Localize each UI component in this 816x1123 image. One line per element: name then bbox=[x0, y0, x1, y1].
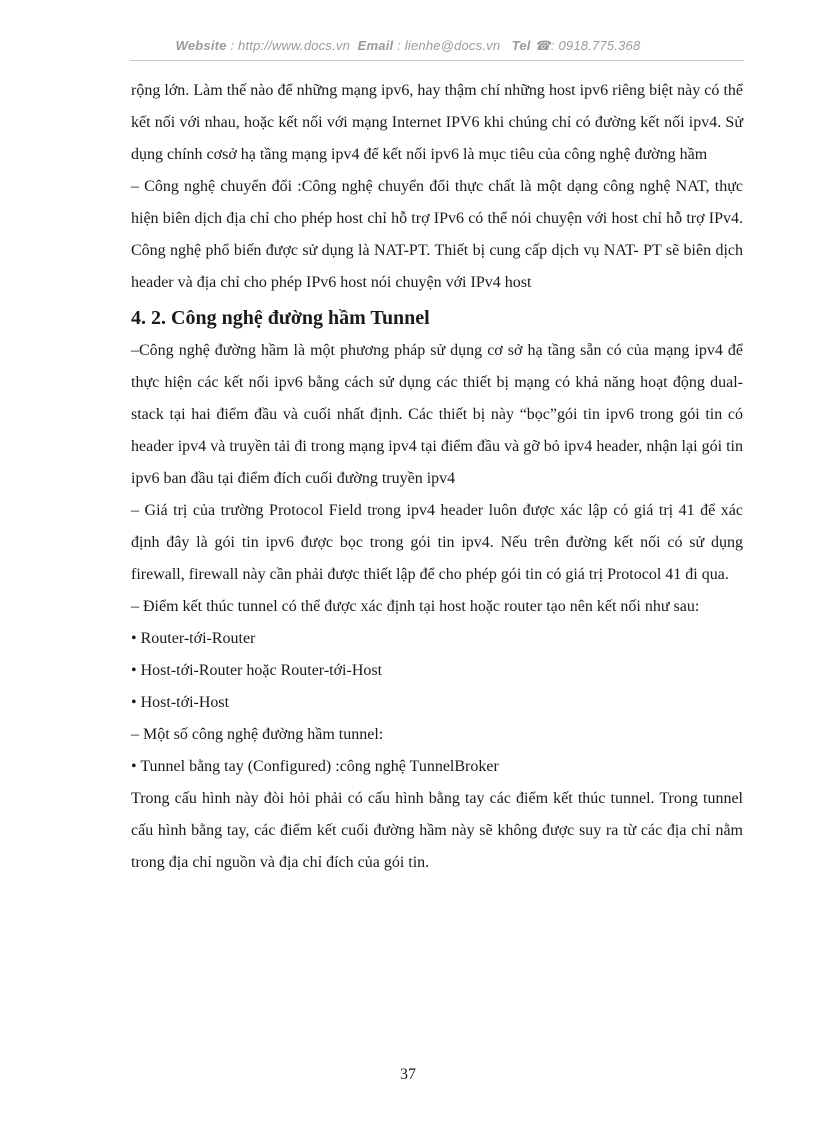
website-url: http://www.docs.vn bbox=[238, 38, 351, 53]
paragraph-tunnel-intro: –Công nghệ đường hầm là một phương pháp sử dụng cơ sở hạ tầng sẵn có của mạng ipv4 để thực hiện các kết nối ipv6 bằng cách sử dụng các thiết bị mạng có khả năng hoạt động dual-stack tại hai điểm đầu và cuối nhất định. Các thiết bị này “bọc”gói tin ipv6 trong gói tin có header ipv4 và truyền tải đi trong mạng ipv4 tại điểm đầu và gỡ bỏ ipv4 header, nhận lại gói tin ipv6 ban đầu tại điểm đích cuối đường truyền ipv4 bbox=[131, 342, 743, 487]
page-number: 37 bbox=[400, 1066, 416, 1083]
phone-icon: ☎ bbox=[534, 38, 551, 53]
list-item: • Host-tới-Host bbox=[131, 694, 230, 711]
list-item: • Tunnel bằng tay (Configured) :công nghệ TunnelBroker bbox=[131, 758, 499, 775]
email-address: lienhe@docs.vn bbox=[404, 38, 501, 53]
paragraph-protocol-field: – Giá trị của trường Protocol Field trong ipv4 header luôn được xác lập có giá trị 41 để xác định đây là gói tin ipv6 được bọc trong gói tin ipv4. Nếu trên đường kết nối có sử dụng firewall, firewall này cần phải được thiết lập để cho phép gói tin có giá trị Protocol 41 đi qua. bbox=[131, 502, 743, 583]
paragraph-tunnel-types: – Một số công nghệ đường hầm tunnel: bbox=[131, 726, 384, 743]
website-label: Website bbox=[175, 38, 227, 53]
email-label: Email bbox=[357, 38, 394, 53]
tel-number: : 0918.775.368 bbox=[550, 38, 641, 53]
paragraph-intro: rộng lớn. Làm thế nào để những mạng ipv6, hay thậm chí những host ipv6 riêng biệt này có thể kết nối với nhau, hoặc kết nối với mạng Internet IPV6 khi chúng chỉ có đường kết nối ipv4. Sử dụng chính cơsở hạ tầng mạng ipv4 để kết nối ipv6 là mục tiêu của công nghệ đường hầm bbox=[131, 82, 743, 163]
website-separator: : bbox=[226, 38, 239, 53]
page-content bbox=[131, 75, 743, 879]
page-header bbox=[0, 38, 816, 54]
paragraph-translation-tech: – Công nghệ chuyển đổi :Công nghệ chuyển đổi thực chất là một dạng công nghệ NAT, thực hiện biên dịch địa chỉ cho phép host chỉ hỗ trợ IPv6 có thể nói chuyện với host chỉ hỗ trợ IPv4. Công nghệ phổ biến được sử dụng là NAT-PT. Thiết bị cung cấp dịch vụ NAT- PT sẽ biên dịch header và địa chỉ cho phép IPv6 host nói chuyện với IPv4 host bbox=[131, 178, 743, 291]
header-divider bbox=[130, 60, 744, 61]
list-item: • Host-tới-Router hoặc Router-tới-Host bbox=[131, 662, 383, 679]
tel-label: Tel bbox=[511, 38, 531, 53]
paragraph-configured-tunnel: Trong cấu hình này đòi hỏi phải có cấu hình bằng tay các điểm kết thúc tunnel. Trong tunnel cấu hình bằng tay, các điểm kết cuối đường hầm này sẽ không được suy ra từ các địa chỉ nằm trong địa chỉ nguồn và địa chỉ đích của gói tin. bbox=[131, 790, 743, 871]
section-heading: 4. 2. Công nghệ đường hầm Tunnel bbox=[131, 307, 430, 329]
list-item: • Router-tới-Router bbox=[131, 630, 256, 647]
email-separator: : bbox=[393, 38, 405, 53]
paragraph-tunnel-endpoint: – Điểm kết thúc tunnel có thể được xác định tại host hoặc router tạo nên kết nối như sau: bbox=[131, 598, 700, 615]
